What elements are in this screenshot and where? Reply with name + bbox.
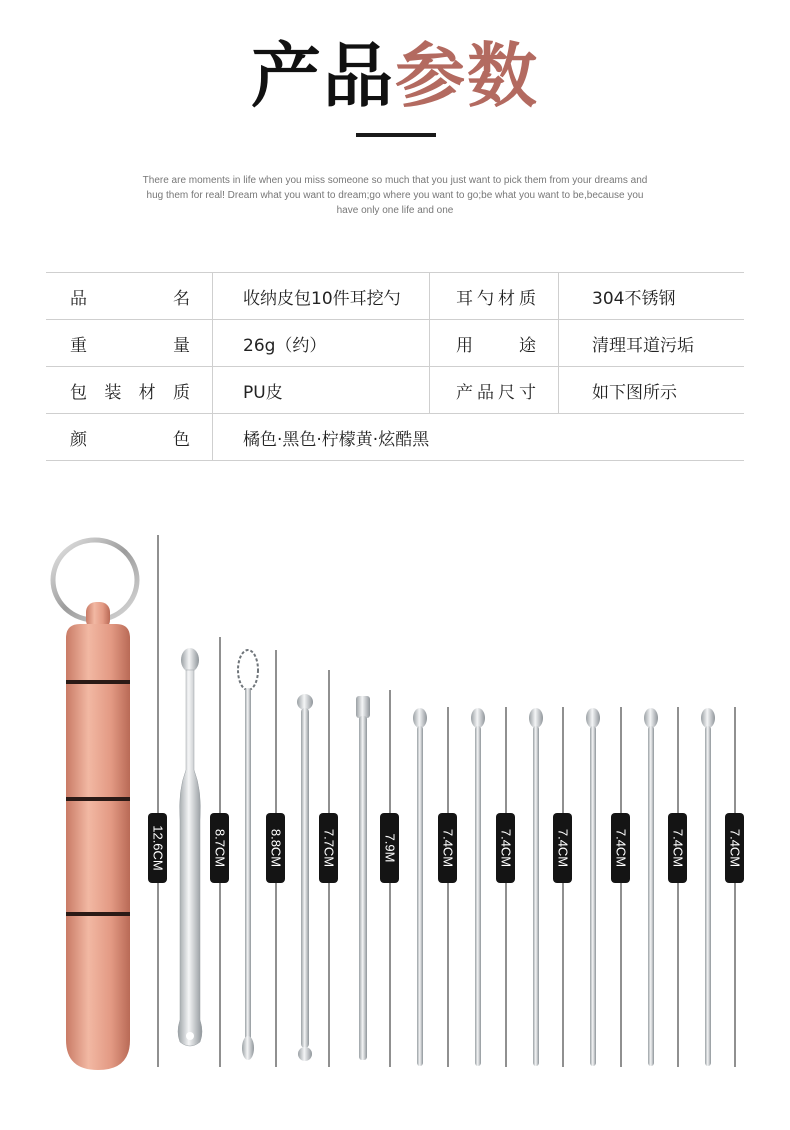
length-badge: [553, 813, 572, 883]
length-badge: [266, 813, 285, 883]
ear-pick-spoon-icon: [413, 708, 427, 1066]
length-label: 7.4CM: [727, 828, 742, 868]
length-badge: [438, 813, 457, 883]
ear-pick-spoon-icon: [529, 708, 543, 1066]
spec-label: 产品尺寸: [430, 367, 559, 414]
ear-pick-ridged-icon: [297, 694, 313, 1061]
ear-pick-spiral-icon: [238, 650, 258, 1060]
spec-value: 304不锈钢: [559, 273, 745, 320]
length-label: 7.4CM: [498, 828, 513, 868]
length-badge: [611, 813, 630, 883]
ear-pick-spoon-icon: [644, 708, 658, 1066]
table-row: [46, 273, 744, 320]
product-illustration: [0, 520, 790, 1084]
spec-value: PU皮: [213, 367, 430, 414]
tools-drawing: [0, 520, 790, 1080]
length-label: 8.7CM: [212, 828, 227, 868]
length-label: 12.6CM: [150, 825, 165, 871]
page-title: [0, 34, 790, 118]
length-badge: [725, 813, 744, 883]
length-badge: [148, 813, 167, 883]
length-label: 7.4CM: [440, 828, 455, 868]
length-label: 7.4CM: [613, 828, 628, 868]
ear-pick-paddle-icon: [178, 648, 202, 1046]
length-badge: [668, 813, 687, 883]
spec-label: 耳勺材质: [430, 273, 559, 320]
length-badge: [496, 813, 515, 883]
spec-value: 橘色·黑色·柠檬黄·炫酷黑: [213, 414, 745, 461]
spec-label: 用途: [430, 320, 559, 367]
storage-case-icon: [66, 602, 130, 1070]
ear-pick-flat-icon: [356, 696, 370, 1060]
spec-label: 品名: [46, 273, 213, 320]
spec-value: 如下图所示: [559, 367, 745, 414]
length-label: 7.7CM: [321, 828, 336, 868]
spec-label: 包装材质: [46, 367, 213, 414]
table-row: [46, 367, 744, 414]
ear-pick-spoon-icon: [701, 708, 715, 1066]
length-badge: [210, 813, 229, 883]
length-label: 7.9M: [382, 833, 397, 863]
length-label: 7.4CM: [670, 828, 685, 868]
spec-label: 重量: [46, 320, 213, 367]
spec-value: 清理耳道污垢: [559, 320, 745, 367]
title-part-product: 产品: [251, 35, 395, 117]
length-label: 8.8CM: [268, 828, 283, 868]
spec-table: [46, 272, 744, 461]
length-badge: [319, 813, 338, 883]
length-label: 7.4CM: [555, 828, 570, 868]
spec-value: 26g（约）: [213, 320, 430, 367]
title-part-params: 参数: [395, 35, 539, 117]
spec-value: 收纳皮包10件耳挖勺: [213, 273, 430, 320]
title-underline: [356, 133, 436, 137]
table-row: [46, 320, 744, 367]
ear-pick-spoon-icon: [586, 708, 600, 1066]
tagline-text: There are moments in life when you miss someone so much that you just want to pick them from your dreams and hug them for real! Dream what you want to dream;go where you want to go;be what you want to be,because you have only one life and one: [142, 175, 648, 216]
table-row: [46, 414, 744, 461]
spec-label: 颜色: [46, 414, 213, 461]
length-badge: [380, 813, 399, 883]
ear-pick-spoon-icon: [471, 708, 485, 1066]
